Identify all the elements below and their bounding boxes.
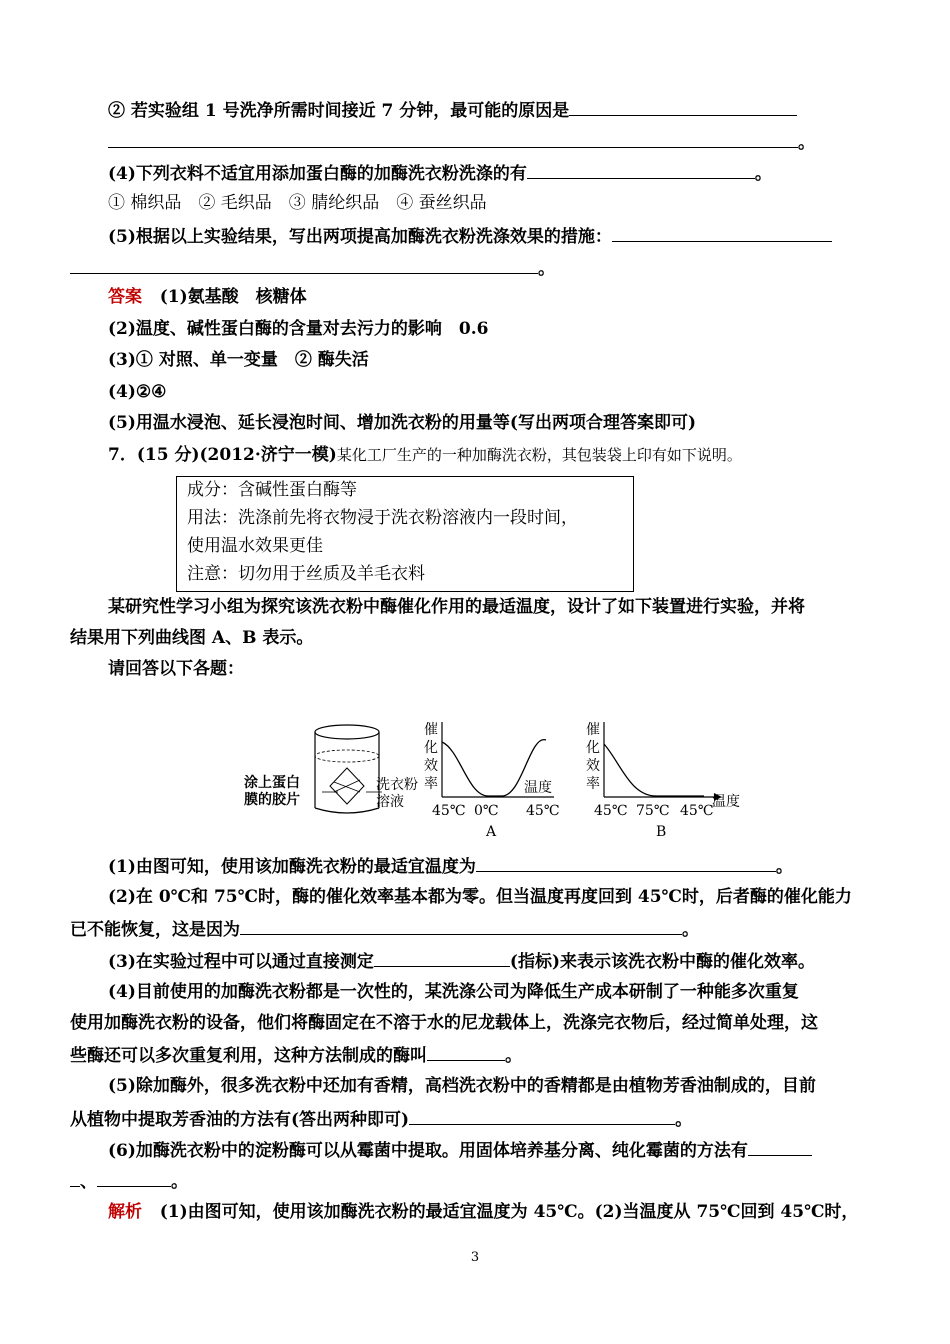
answer-1: (1)氨基酸 核糖体: [159, 287, 307, 307]
q7-header-tail: 某化工厂生产的一种加酶洗衣粉，其包装袋上印有如下说明。: [336, 446, 742, 464]
chart-b-tick-2: 75℃: [636, 803, 670, 819]
analysis-line: [108, 1201, 858, 1223]
chart-b-xlabel: 温度: [712, 794, 740, 810]
q7-q6-blank-2[interactable]: [97, 1169, 171, 1187]
chart-a-label: A: [486, 824, 497, 840]
page-number: 3: [470, 1250, 480, 1265]
q6-sub4-line: [108, 161, 772, 185]
q7-q1-line: [108, 854, 793, 878]
answer-3: (3)① 对照、单一变量 ② 酶失活: [108, 350, 369, 370]
q7-q3-text-b: (指标)来表示该洗衣粉中酶的催化效率。: [509, 952, 816, 972]
q6-sub4-options: ① 棉织品 ② 毛织品 ③ 腈纶织品 ④ 蚕丝织品: [108, 193, 487, 213]
q7-q6-line2: [70, 1169, 188, 1193]
q7-q6-text: (6)加酶洗衣粉中的淀粉酶可以从霉菌中提取。用固体培养基分离、纯化霉菌的方法有: [108, 1141, 748, 1161]
answer-label: 答案: [108, 287, 142, 307]
q7-q4-blank[interactable]: [427, 1043, 505, 1061]
analysis-label: 解析: [108, 1202, 142, 1222]
chart-a-tick-1: 45℃: [432, 803, 466, 819]
q7-q5-line2: [70, 1107, 692, 1131]
chart-a-tick-2: 0℃: [474, 803, 499, 819]
box-line-2: 用法：洗涤前先将衣物浸于洗衣粉溶液内一段时间，: [187, 508, 578, 528]
q6-sub2-end: 。: [798, 133, 815, 153]
q7-q4-line3: [70, 1043, 522, 1067]
q6-sub2-line2: [108, 130, 815, 154]
chart-b-tick-3: 45℃: [680, 803, 714, 819]
q7-intro-2: 结果用下列曲线图 A、B 表示。: [70, 628, 314, 648]
chart-a-ylabel-4: 率: [424, 776, 438, 792]
q7-q3-line: [108, 949, 815, 973]
chart-b: [586, 721, 740, 840]
q7-q1-text: (1)由图可知，使用该加酶洗衣粉的最适宜温度为: [108, 857, 476, 877]
q7-q2-blank[interactable]: [240, 917, 682, 935]
chart-b-ylabel-3: 效: [586, 758, 600, 774]
q6-sub2-blank[interactable]: [569, 98, 797, 116]
answer-line-1: [108, 286, 307, 308]
q7-header-source: 7．(15 分)(2012·济宁一模): [108, 445, 337, 465]
q7-q6-blank-1-cont[interactable]: [70, 1169, 80, 1187]
q7-q4-line1: (4)目前使用的加酶洗衣粉都是一次性的，某洗涤公司为降低生产成本研制了一种能多次重复: [108, 982, 799, 1002]
q6-sub5-line2: [70, 256, 555, 280]
q6-sub2-blank-2[interactable]: [108, 130, 798, 148]
q6-sub2-line: [108, 98, 797, 122]
q7-q2-end: 。: [682, 920, 699, 940]
chart-a-xlabel: 温度: [524, 780, 552, 796]
q7-q5-blank[interactable]: [409, 1107, 675, 1125]
q7-q6-line1: [108, 1138, 812, 1162]
q7-q6-blank-1[interactable]: [748, 1138, 812, 1156]
chart-a: [424, 721, 559, 840]
q6-sub5-blank[interactable]: [612, 224, 832, 242]
solution-label-2: 溶液: [376, 794, 404, 810]
chart-a-tick-3: 45℃: [526, 803, 560, 819]
q7-q6-end: 。: [171, 1172, 188, 1192]
q7-q2-line1: (2)在 0℃和 75℃时，酶的催化效率基本都为零。但当温度再度回到 45℃时，后者酶的催化能力: [108, 887, 852, 907]
q7-q4-end: 。: [505, 1046, 522, 1066]
q6-sub2-text: ② 若实验组 1 号洗净所需时间接近 7 分钟，最可能的原因是: [108, 101, 570, 121]
package-instruction-box: [176, 476, 634, 592]
box-line-4: 注意：切勿用于丝质及羊毛衣料: [187, 564, 425, 584]
analysis-text: (1)由图可知，使用该加酶洗衣粉的最适宜温度为 45℃。(2)当温度从 75℃回到 45℃时，: [159, 1202, 859, 1222]
chart-b-ylabel-1: 催: [586, 722, 600, 738]
q7-q1-end: 。: [775, 857, 793, 877]
chart-a-ylabel-1: 催: [424, 722, 438, 738]
box-line-1: 成分：含碱性蛋白酶等: [187, 480, 357, 500]
chart-b-tick-1: 45℃: [594, 803, 628, 819]
q7-header: [108, 444, 742, 466]
q6-sub5-end: 。: [538, 259, 555, 279]
answer-2: (2)温度、碱性蛋白酶的含量对去污力的影响 0.6: [108, 319, 489, 339]
experiment-figure: [230, 712, 760, 846]
q7-q6-separator: 、: [80, 1172, 97, 1192]
answer-4: (4)②④: [108, 382, 167, 402]
q7-q5-text: 从植物中提取芳香油的方法有(答出两种即可): [70, 1110, 410, 1130]
chart-a-ylabel-3: 效: [424, 758, 438, 774]
q7-q1-blank[interactable]: [476, 854, 776, 872]
answer-5: (5)用温水浸泡、延长浸泡时间、增加洗衣粉的用量等(写出两项合理答案即可): [108, 413, 697, 433]
q7-q4-text: 些酶还可以多次重复利用，这种方法制成的酶叫: [70, 1046, 427, 1066]
q7-q5-end: 。: [675, 1110, 693, 1130]
q6-sub4-end: 。: [754, 164, 772, 184]
q6-sub5-blank-2[interactable]: [70, 256, 538, 274]
beaker-label-1: 涂上蛋白: [244, 775, 300, 791]
solution-label-1: 洗衣粉: [376, 777, 418, 793]
q7-q2-line2: [70, 917, 699, 941]
q7-q3-blank[interactable]: [374, 949, 510, 967]
chart-b-ylabel-4: 率: [586, 776, 600, 792]
box-line-3: 使用温水效果更佳: [187, 536, 323, 556]
q7-q4-line2: 使用加酶洗衣粉的设备，他们将酶固定在不溶于水的尼龙载体上，洗涤完衣物后，经过简单处理，这: [70, 1013, 818, 1033]
q7-q5-line1: (5)除加酶外，很多洗衣粉中还加有香精，高档洗衣粉中的香精都是由植物芳香油制成的，目前: [108, 1076, 816, 1096]
q7-intro-3: 请回答以下各题：: [108, 659, 244, 679]
chart-a-ylabel-2: 化: [424, 740, 438, 756]
q6-sub5-text: (5)根据以上实验结果，写出两项提高加酶洗衣粉洗涤效果的措施：: [108, 227, 612, 247]
chart-b-ylabel-2: 化: [586, 740, 600, 756]
q7-intro-1: 某研究性学习小组为探究该洗衣粉中酶催化作用的最适温度，设计了如下装置进行实验，并将: [108, 597, 805, 617]
chart-b-curve: [604, 744, 704, 796]
beaker-apparatus: [315, 725, 382, 813]
q6-sub4-blank[interactable]: [527, 161, 755, 179]
chart-b-label: B: [656, 824, 667, 840]
q7-q3-text-a: (3)在实验过程中可以通过直接测定: [108, 952, 374, 972]
beaker-label-2: 膜的胶片: [244, 792, 300, 808]
q6-sub4-text: (4)下列衣料不适宜用添加蛋白酶的加酶洗衣粉洗涤的有: [108, 164, 527, 184]
q7-q2-text: 已不能恢复，这是因为: [70, 920, 240, 940]
q6-sub5-line: [108, 224, 832, 248]
